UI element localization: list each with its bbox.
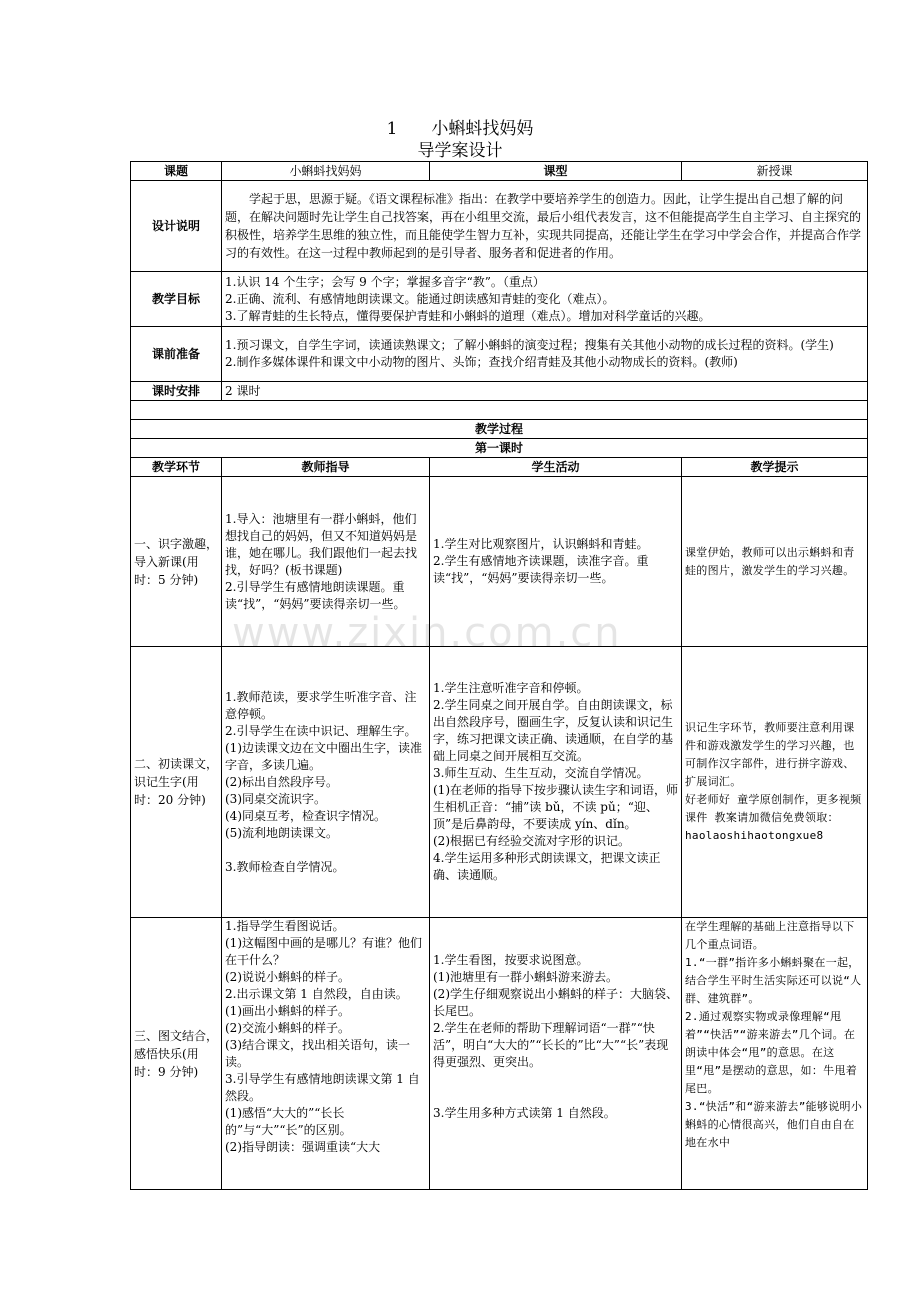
teacher-step: (2)标出自然段序号。 — [225, 774, 338, 789]
student-step: 2.学生在老师的帮助下理解词语“一群”“快活”，明白“大大的”“长长的”比“大”“长”表现得更强烈、更突出。 — [433, 1021, 669, 1069]
teacher-guidance — [222, 647, 430, 918]
teacher-step: (3)同桌交流识字。 — [225, 791, 326, 806]
hint-line: 2.通过观察实物或录像理解“甩着”“快活”“游来游去”几个词。在朗读中体会“甩”的意思。在这里“甩”是摆动的意思，如：牛甩着尾巴。 — [685, 1010, 858, 1095]
spacer-row — [131, 401, 868, 420]
teacher-step: (1)边读课文边在文中圈出生字，读准字音，多读几遍。 — [225, 740, 422, 772]
hint-line: 3.“快活”和“游来游去”能够说明小蝌蚪的心情很高兴，他们自由自在地在水中 — [685, 1100, 863, 1149]
spacer-cell — [131, 401, 868, 420]
student-step: (1)池塘里有一群小蝌蚪游来游去。 — [433, 970, 618, 984]
teacher-step: 2.引导学生有感情地朗读课题。重读“找”，“妈妈”要读得亲切一些。 — [225, 579, 406, 611]
teacher-step: 2.引导学生在读中识记、理解生字。 — [225, 723, 417, 738]
hint-line: 1.“一群”指许多小蝌蚪聚在一起，结合学生平时生活实际还可以说“人群、建筑群”。 — [685, 956, 862, 1005]
teacher-guidance — [222, 918, 430, 1190]
stage-row — [131, 647, 868, 918]
student-step: 4.学生运用多种形式朗读课文，把课文读正确、读通顺。 — [433, 851, 661, 882]
teacher-step: (2)指导朗读：强调重读“大大 — [225, 1140, 381, 1154]
schedule-value: 2 课时 — [222, 382, 868, 401]
stage-name: 一、识字激趣，导入新课(用时：5 分钟) — [131, 477, 222, 647]
prep-row — [131, 327, 868, 382]
teacher-step: 3.教师检查自学情况。 — [225, 859, 345, 874]
column-header: 学生活动 — [430, 458, 682, 477]
student-step: 1.学生对比观察图片，认识蝌蚪和青蛙。 — [433, 537, 649, 551]
student-step: 3.师生互动、生生互动，交流自学情况。 — [433, 766, 649, 780]
type-label: 课型 — [430, 162, 682, 181]
hint-line: haolaoshihaotongxue8 — [685, 829, 824, 842]
document-subtitle: 导学案设计 — [417, 141, 503, 161]
teacher-step: (3)结合课文，找出相关语句，读一读。 — [225, 1038, 410, 1069]
design-text: 学起于思，思源于疑。《语文课程标准》指出：在教学中要培养学生的创造力。因此，让学生提出自己想了解的问题，在解决问题时先让学生自己找答案，再在小组里交流，最后小组代表发言，这不但能提高学生自主学习、自主探究的积极性，培养学生思维的独立性，而且能使学生智力互补，实现共同提高，还能让学生在学习中学会合作，并提高合作学习的有效性。在这一过程中教师起到的是引导者、服务者和促进者的作用。 — [222, 181, 868, 272]
teacher-step: (5)流利地朗读课文。 — [225, 825, 338, 840]
lesson-number: 1 — [386, 119, 398, 139]
column-header: 教学提示 — [682, 458, 868, 477]
column-header: 教学环节 — [131, 458, 222, 477]
topic-value: 小蝌蚪找妈妈 — [222, 162, 430, 181]
topic-row — [131, 162, 868, 181]
prep-list — [222, 327, 868, 382]
stage-name: 二、初读课文，识记生字(用时：20 分钟) — [131, 647, 222, 918]
student-activity — [430, 647, 682, 918]
schedule-row — [131, 382, 868, 401]
stage-name: 三、图文结合，感悟快乐(用时：9 分钟) — [131, 918, 222, 1190]
prep-item: 2.制作多媒体课件和课文中小动物的图片、头饰；查找介绍青蛙及其他小动物成长的资料。(教师) — [225, 355, 738, 369]
teacher-step: (1)这幅图中画的是哪儿？有谁？他们在干什么？ — [225, 936, 422, 967]
hint-line: 识记生字环节，教师要注意利用课件和游戏激发学生的学习兴趣，也可制作汉字部件，进行拼字游戏、扩展词汇。 — [685, 721, 855, 788]
student-activity — [430, 918, 682, 1190]
teaching-hint — [682, 918, 868, 1190]
lesson-name: 小蝌蚪找妈妈 — [431, 119, 534, 139]
stage-row — [131, 918, 868, 1190]
goals-list — [222, 272, 868, 327]
design-row — [131, 181, 868, 272]
teacher-step: 1.教师范读，要求学生听准字音、注意停顿。 — [225, 689, 417, 721]
student-step: 3.学生用多种方式读第 1 自然段。 — [433, 1106, 616, 1120]
prep-label: 课前准备 — [131, 327, 222, 382]
teaching-hint — [682, 477, 868, 647]
teacher-step: (1)画出小蝌蚪的样子。 — [225, 1004, 350, 1018]
hint-line: 课堂伊始，教师可以出示蝌蚪和青蛙的图片，激发学生的学习兴趣。 — [685, 545, 855, 577]
student-step: 2.学生有感情地齐读课题，读准字音。重读“找”，“妈妈”要读得亲切一些。 — [433, 554, 649, 585]
schedule-label: 课时安排 — [131, 382, 222, 401]
teacher-step: (4)同桌互考，检查识字情况。 — [225, 808, 386, 823]
watermark: www.zixin.com.cn — [232, 610, 622, 656]
student-step: 2.学生同桌之间开展自学。自由朗读课文，标出自然段序号，圈画生字，反复认读和识记生字，练习把课文读正确、读通顺，在自学的基础上同桌之间开展相互交流。 — [433, 698, 674, 763]
teacher-step: (1)感悟“大大的”“长长的”与“大”“长”的区别。 — [225, 1106, 352, 1137]
process-heading-row — [131, 420, 868, 439]
teacher-step: 1.导入：池塘里有一群小蝌蚪，他们想找自己的妈妈，但又不知道妈妈是谁，她在哪儿。我们跟他们一起去找找，好吗？(板书课题) — [225, 511, 418, 577]
blank-line — [433, 1071, 678, 1088]
student-step: (1)在老师的指导下按步骤认读生字和词语，师生相机正音：“捕”读 bǔ，不读 pǔ；“迎、顶”是后鼻韵母，不要读成 yín、dǐn。 — [433, 783, 678, 831]
type-value: 新授课 — [682, 162, 868, 181]
teacher-step: 3.引导学生有感情地朗读课文第 1 自然段。 — [225, 1072, 420, 1103]
column-header: 教师指导 — [222, 458, 430, 477]
goal-item: 2.正确、流利、有感情地朗读课文。能通过朗读感知青蛙的变化（难点）。 — [225, 291, 615, 306]
teacher-step: 2.出示课文第 1 自然段，自由读。 — [225, 987, 408, 1001]
goals-row — [131, 272, 868, 327]
blank-line — [225, 842, 426, 859]
teaching-hint — [682, 647, 868, 918]
process-heading: 教学过程 — [131, 420, 868, 439]
period-heading: 第一课时 — [131, 439, 868, 458]
teacher-step: 1.指导学生看图说话。 — [225, 919, 345, 933]
goal-item: 3.了解青蛙的生长特点，懂得要保护青蛙和小蝌蚪的道理（难点）。增加对科学童话的兴趣。 — [225, 308, 711, 323]
teacher-step: (2)交流小蝌蚪的样子。 — [225, 1021, 350, 1035]
blank-line — [433, 1088, 678, 1105]
lesson-plan-table — [130, 161, 868, 1190]
goal-item: 1.认识 14 个生字；会写 9 个字；掌握多音字“教”。（重点） — [225, 274, 545, 289]
goals-label: 教学目标 — [131, 272, 222, 327]
design-label: 设计说明 — [131, 181, 222, 272]
hint-line: 在学生理解的基础上注意指导以下几个重点词语。 — [685, 920, 855, 951]
student-step: (2)学生仔细观察说出小蝌蚪的样子：大脑袋、长尾巴。 — [433, 987, 678, 1018]
period-row — [131, 439, 868, 458]
teacher-step: (2)说说小蝌蚪的样子。 — [225, 970, 350, 984]
topic-label: 课题 — [131, 162, 222, 181]
student-step: 1.学生注意听准字音和停顿。 — [433, 681, 589, 695]
column-header-row — [131, 458, 868, 477]
prep-item: 1.预习课文，自学生字词，读通读熟课文；了解小蝌蚪的演变过程；搜集有关其他小动物的成长过程的资料。(学生) — [225, 338, 834, 352]
hint-line: 好老师好 童学原创制作，更多视频课件 教案请加微信免费领取： — [685, 793, 862, 824]
student-step: (2)根据已有经验交流对字形的识记。 — [433, 834, 630, 848]
student-step: 1.学生看图，按要求说图意。 — [433, 953, 589, 967]
